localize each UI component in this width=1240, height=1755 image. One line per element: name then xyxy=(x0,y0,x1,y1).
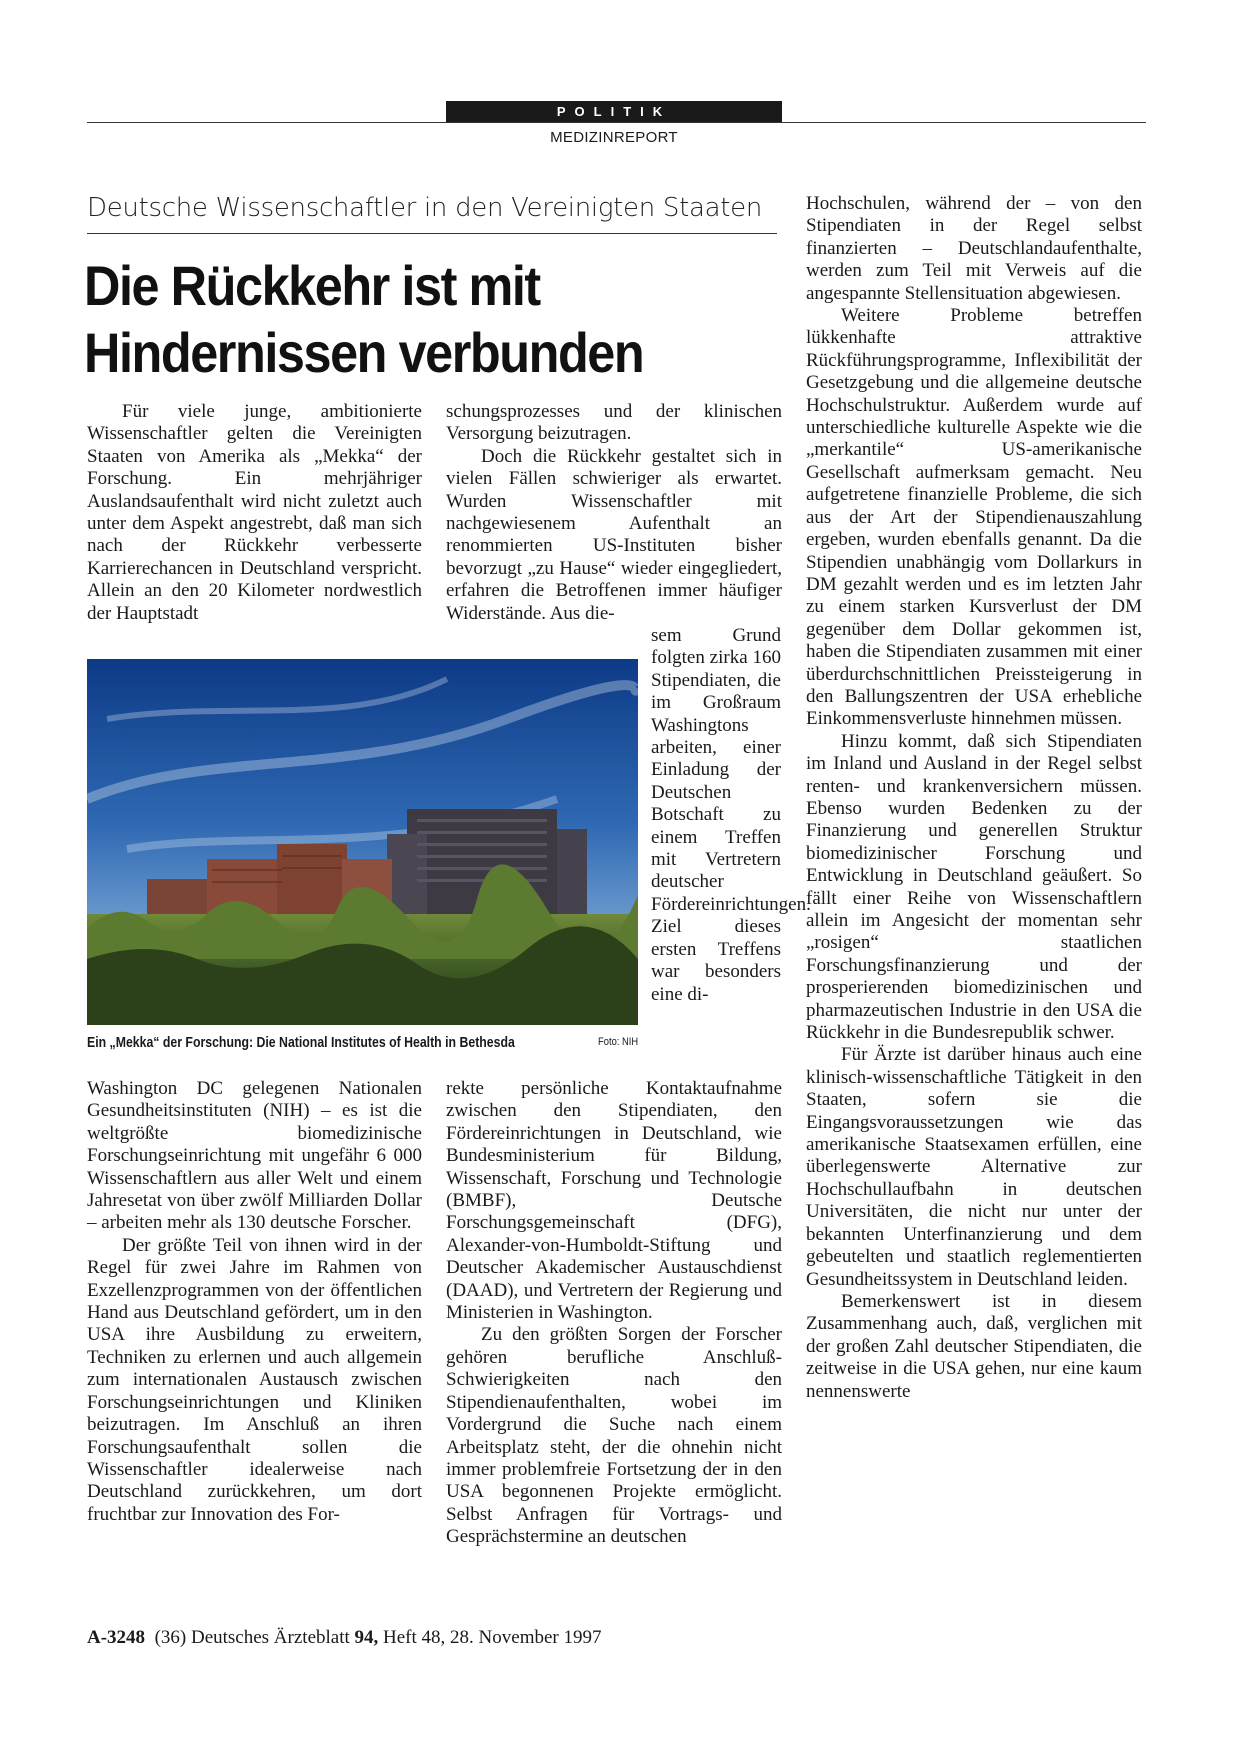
article-headline xyxy=(84,252,714,386)
paragraph: Bemerkenswert ist in diesem Zusammenhang auch, daß, verglichen mit der großen Zahl deutscher Stipendiaten, die zeitweise in die USA gehen, nur eine kaum nennenswerte xyxy=(806,1290,1142,1402)
headline-line-1: Die Rückkehr ist mit xyxy=(84,254,540,317)
photo-caption xyxy=(87,1034,638,1056)
paragraph: Für Ärzte ist darüber hinaus auch eine klinisch-wissenschaftliche Tätigkeit in den Staaten, sofern sie die Eingangsvoraussetzungen wie das amerikanische Staatsexamen erfüllen, eine überlegenswerte Alternative zur Hochschullaufbahn in deutschen Universitäten, die nicht nur unter der bekannten Unterfinanzierung und dem gebeutelten und staatlich reglementierten Gesundheitssystem in Deutschland leiden. xyxy=(806,1044,1142,1290)
paragraph: Hochschulen, während der – von den Stipendiaten in der Regel selbst finanzierten – Deutschlandaufenthalte, werden zum Teil mit Verweis auf die angespannte Stellensituation abgewiesen. xyxy=(806,193,1142,304)
page-footer xyxy=(87,1627,602,1649)
subsection-label: MEDIZINREPORT xyxy=(550,129,678,146)
column-3 xyxy=(806,193,1142,1403)
page-reference: A-3248 xyxy=(87,1627,146,1648)
issue-date: Heft 48, 28. November 1997 xyxy=(383,1627,602,1648)
header-rule xyxy=(87,122,1146,123)
column-2-bottom xyxy=(446,1078,782,1549)
kicker-rule xyxy=(87,233,777,234)
section-label: POLITIK xyxy=(446,101,782,122)
paragraph: Doch die Rückkehr gestaltet sich in vielen Fällen schwieriger als erwartet. Wurden Wissenschaftler mit nachgewiesenem Aufenthalt an renommierten US-Instituten bisher bevorzugt „zu Hause“ wieder eingegliedert, erfahren die Betroffenen immer häufiger Widerstände. Aus die- xyxy=(446,445,782,624)
column-2-narrow xyxy=(651,625,811,1006)
paragraph: rekte persönliche Kontaktaufnahme zwischen den Stipendiaten, den Fördereinrichtungen in Deutschland, wie Bundesministerium für Bildung, Wissenschaft, Forschung und Technologie (BMBF), Deutsche Forschungsgemeinschaft (DFG), Alexander-von-Humboldt-Stiftung und Deutscher Akademischer Austauschdienst (DAAD), und Vertretern der Regierung und Ministerien in Washington. xyxy=(446,1078,782,1324)
journal-name: Deutsches Ärzteblatt xyxy=(190,1627,350,1648)
column-1-top xyxy=(87,401,422,625)
paragraph: Der größte Teil von ihnen wird in der Regel für zwei Jahre im Rahmen von Exzellenzprogrammen von der öffentlichen Hand aus Deutschland gefördert, um in den USA ihre Ausbildung zu erweitern, Techniken zu erlernen und auch allgemein zum internationalen Austausch zwischen Forschungseinrichtungen und Kliniken beizutragen. Im Anschluß an ihren Forschungsaufenthalt sollen die Wissenschaftler idealerweise nach Deutschland zurückkehren, um dort fruchtbar zur Innovation des For- xyxy=(87,1234,422,1525)
page-number: (36) xyxy=(154,1627,187,1648)
paragraph: Washington DC gelegenen Nationalen Gesundheitsinstituten (NIH) – es ist die weltgrößte biomedizinische Forschungseinrichtung mit ungefähr 6 000 Wissenschaftlern aus aller Welt und einem Jahresetat von über zwölf Milliarden Dollar – arbeiten mehr als 130 deutsche Forscher. xyxy=(87,1078,422,1234)
paragraph: schungsprozesses und der klinischen Versorgung beizutragen. xyxy=(446,401,782,445)
paragraph: Zu den größten Sorgen der Forscher gehören berufliche Anschluß-Schwierigkeiten nach den Stipendienaufenthalten, wobei im Vordergrund die Suche nach einem Arbeitsplatz steht, der die ohnehin nicht immer problemfreie Fortsetzung der in den USA begonnenen Projekte ermöglicht. Selbst Anfragen für Vortrags- und Gesprächstermine an deutschen xyxy=(446,1324,782,1548)
caption-text: Ein „Mekka“ der Forschung: Die National Institutes of Health in Bethesda xyxy=(87,1034,515,1051)
headline-line-2: Hindernissen verbunden xyxy=(84,321,644,384)
paragraph: Hinzu kommt, daß sich Stipendiaten im Inland und Ausland in der Regel selbst renten- und krankenversichern müssen. Ebenso wurden Bedenken zu der Finanzierung und generellen Struktur biomedizinischer Forschung und Entwicklung in Deutschland geäußert. So fällt einer Reihe von Wissenschaftlern allein im Angesicht der momentan sehr „rosigen“ staatlichen Forschungsfinanzierung und der prosperierenden biomedizinischen und pharmazeutischen Industrie in den USA die Rückkehr in die Bundesrepublik schwer. xyxy=(806,730,1142,1044)
article-kicker: Deutsche Wissenschaftler in den Vereinigten Staaten xyxy=(87,193,762,223)
paragraph: sem Grund folgten zirka 160 Stipendiaten, die im Großraum Washingtons arbeiten, einer Einladung der Deutschen Botschaft zu einem Treffen mit Vertretern deutscher Fördereinrichtungen. Ziel dieses ersten Treffens war besonders eine di- xyxy=(651,625,811,1005)
journal-volume: 94, xyxy=(354,1627,379,1648)
paragraph: Für viele junge, ambitionierte Wissenschaftler gelten die Vereinigten Staaten von Amerika als „Mekka“ der Forschung. Ein mehrjähriger Auslandsaufenthalt wird nicht zuletzt auch unter dem Aspekt angestrebt, daß man sich nach der Rückkehr verbesserte Karrierechancen in Deutschland verspricht. Allein an den 20 Kilometer nordwestlich der Hauptstadt xyxy=(87,401,422,624)
column-2-top xyxy=(446,401,782,625)
nih-building-photo xyxy=(87,659,638,1025)
column-1-bottom xyxy=(87,1078,422,1526)
photo-credit: Foto: NIH xyxy=(597,1036,638,1048)
paragraph: Weitere Probleme betreffen lükkenhafte attraktive Rückführungsprogramme, Inflexibilität der Gesetzgebung und die allgemeine deutsche Hochschulstruktur. Außerdem wurde auf unterschiedliche kulturelle Aspekte wie die „merkantile“ US-amerikanische Gesellschaft aufmerksam gemacht. Neu aufgetretene finanzielle Probleme, die sich aus der Art der Stipendienauszahlung ergeben, wurden ebenfalls genannt. Da die Stipendien unabhängig vom Dollarkurs in DM gezahlt werden und es im letzten Jahr zu einem starken Kursverlust der DM gegenüber dem Dollar gekommen ist, haben die Stipendiaten zusammen mit einer überdurchschnittlichen Preissteigerung in den Ballungszentren der USA erhebliche Einkommensverluste hinnehmen müssen. xyxy=(806,305,1142,730)
